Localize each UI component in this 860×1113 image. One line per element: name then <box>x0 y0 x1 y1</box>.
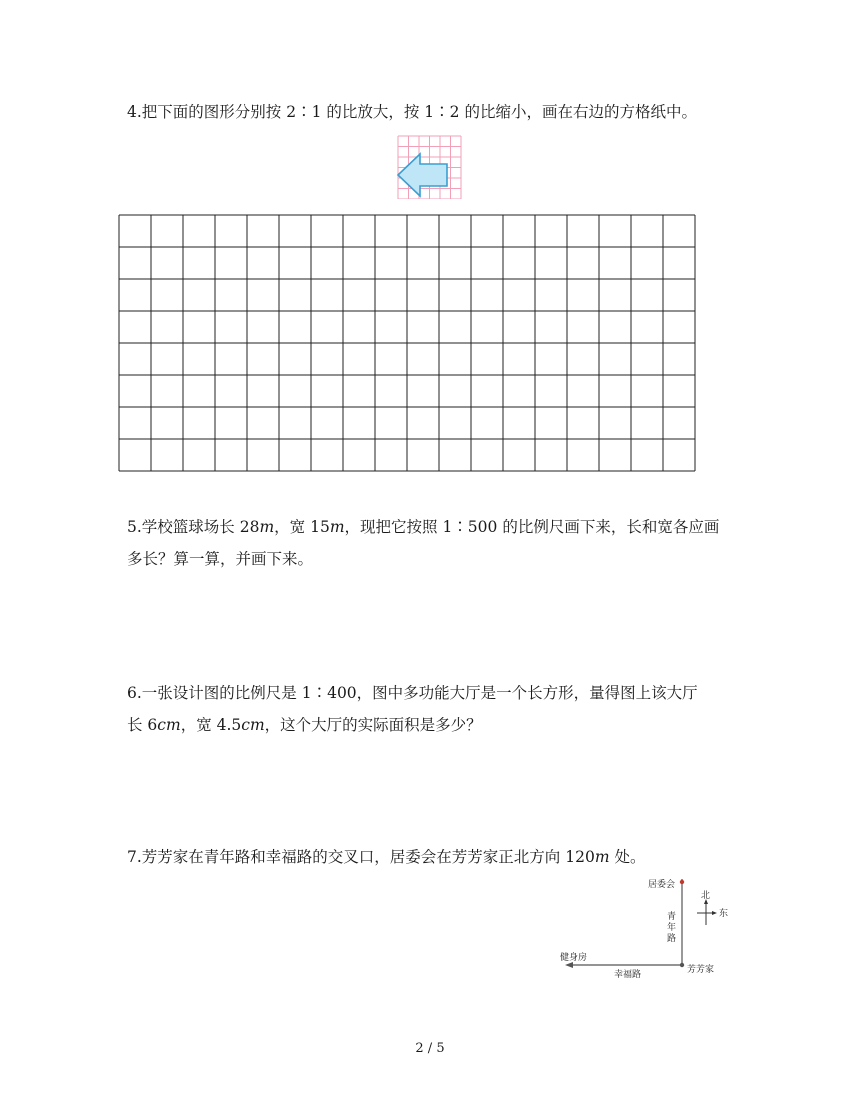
question-number: 6. <box>127 684 142 702</box>
qingnian-road-char-1: 青 <box>667 912 677 922</box>
unit: m <box>594 848 610 866</box>
small-grid-arrow-figure <box>396 135 466 199</box>
question-5-line-2: 多长？算一算，并画下来。 <box>127 550 314 568</box>
compass-icon <box>697 899 717 925</box>
question-5 <box>127 511 737 575</box>
qingnian-road-char-3: 路 <box>667 934 677 944</box>
text-segment: ，宽 4.5 <box>180 716 242 734</box>
street-map-diagram <box>556 873 736 985</box>
fangfangjia-pin <box>680 963 684 967</box>
question-4 <box>127 96 737 128</box>
unit: m <box>259 518 275 536</box>
square-grid-paper <box>118 214 696 484</box>
unit: cm <box>157 716 181 734</box>
juweihui-pin <box>680 880 684 884</box>
text-segment: 处。 <box>609 848 646 866</box>
question-number: 7. <box>127 848 142 866</box>
question-number: 5. <box>127 518 142 536</box>
xingfu-road-label: 幸福路 <box>614 970 642 980</box>
text-segment: ，现把它按照 1∶500 的比例尺画下来，长和宽各应画 <box>344 518 720 536</box>
text-segment: ，宽 15 <box>274 518 330 536</box>
qingnian-road-char-2: 年 <box>667 923 677 933</box>
question-text: 把下面的图形分别按 2∶1 的比放大，按 1∶2 的比缩小，画在右边的方格纸中。 <box>141 103 697 121</box>
text-segment: 长 6 <box>127 716 158 734</box>
fangfangjia-label: 芳芳家 <box>687 965 715 975</box>
question-7 <box>127 841 737 873</box>
jianshenfang-label: 健身房 <box>560 953 588 963</box>
question-6 <box>127 677 737 741</box>
text-segment: ，这个大厅的实际面积是多少？ <box>264 716 482 734</box>
juweihui-label: 居委会 <box>648 880 676 890</box>
text-segment: 一张设计图的比例尺是 1∶400，图中多功能大厅是一个长方形，量得图上该大厅 <box>141 684 698 702</box>
unit: cm <box>241 716 265 734</box>
question-5-line-1 <box>127 511 737 543</box>
question-6-line-2 <box>127 709 737 741</box>
question-number: 4. <box>127 103 142 121</box>
question-6-line-1 <box>127 677 737 709</box>
unit: m <box>329 518 345 536</box>
north-label: 北 <box>701 891 711 901</box>
text-segment: 芳芳家在青年路和幸福路的交叉口，居委会在芳芳家正北方向 120 <box>141 848 595 866</box>
east-label: 东 <box>719 909 729 919</box>
page-number: 2 / 5 <box>415 1041 445 1056</box>
text-segment: 学校篮球场长 28 <box>141 518 260 536</box>
